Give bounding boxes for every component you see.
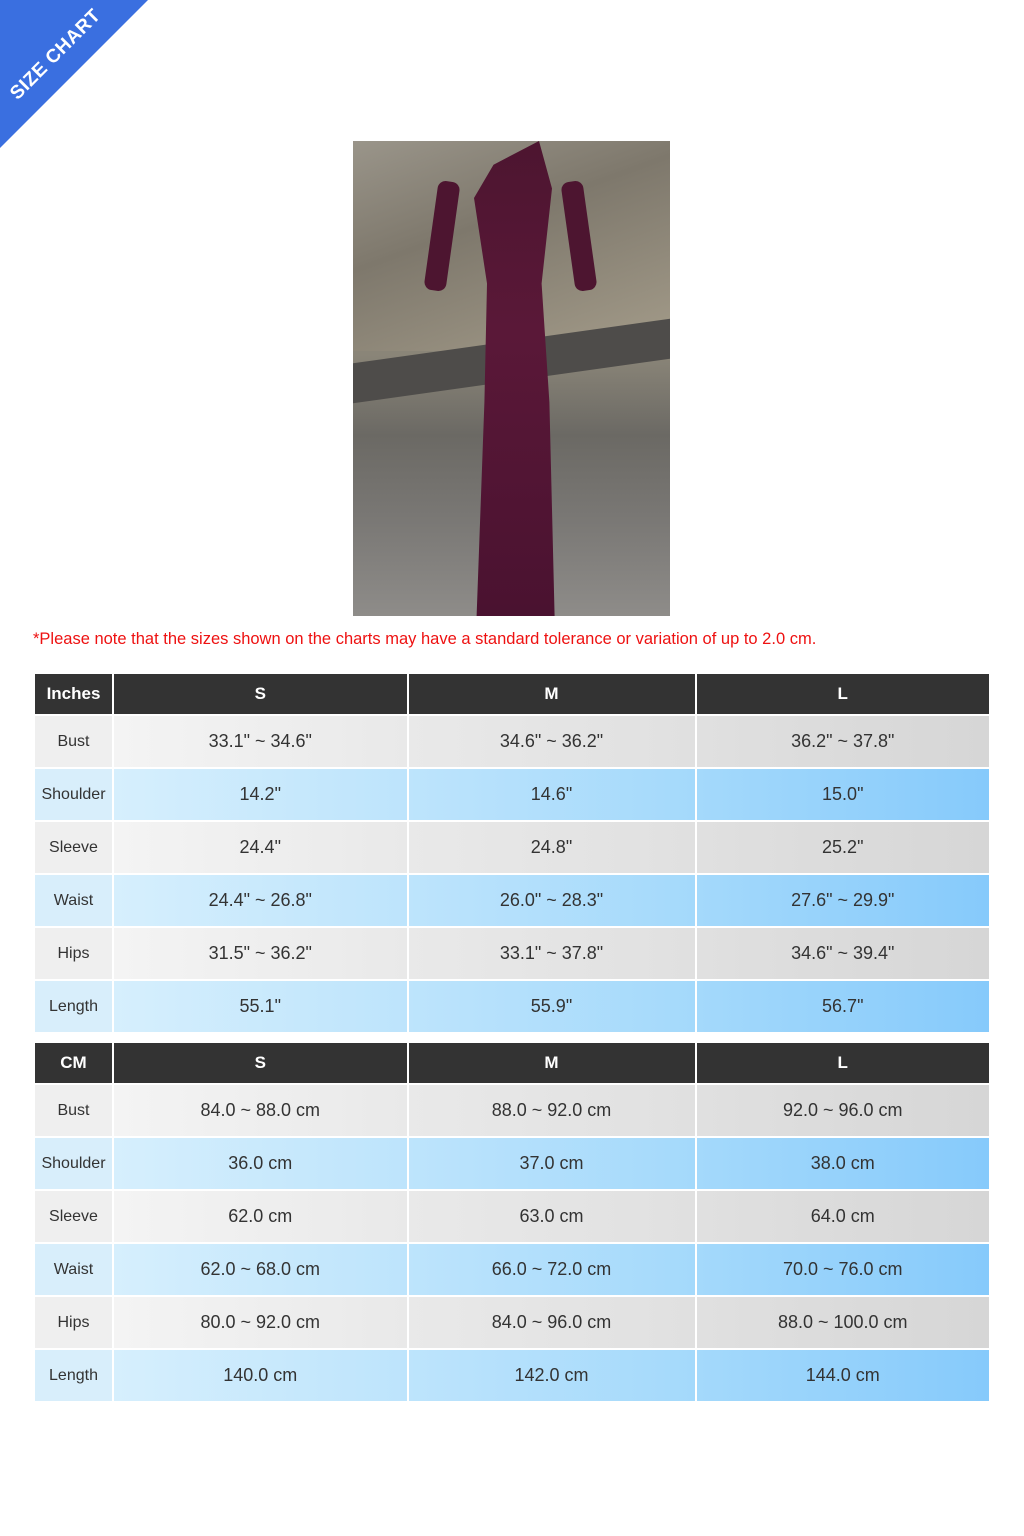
table-row [35, 1191, 989, 1242]
size-chart-badge [0, 0, 150, 150]
cell-m: 66.0 ~ 72.0 cm [409, 1244, 695, 1295]
cell-l: 56.7" [697, 981, 990, 1032]
product-image [353, 141, 670, 616]
cell-s: 55.1" [114, 981, 407, 1032]
cell-m: 55.9" [409, 981, 695, 1032]
row-label: Shoulder [35, 1138, 112, 1189]
row-label: Bust [35, 716, 112, 767]
table-row [35, 981, 989, 1032]
table-row [35, 1297, 989, 1348]
cell-l: 27.6" ~ 29.9" [697, 875, 990, 926]
row-label: Sleeve [35, 822, 112, 873]
cell-l: 34.6" ~ 39.4" [697, 928, 990, 979]
size-header-l: L [697, 1043, 990, 1083]
cell-l: 70.0 ~ 76.0 cm [697, 1244, 990, 1295]
row-label: Waist [35, 875, 112, 926]
cell-s: 84.0 ~ 88.0 cm [114, 1085, 407, 1136]
row-label: Length [35, 1350, 112, 1401]
cell-m: 33.1" ~ 37.8" [409, 928, 695, 979]
table-header-row [35, 674, 989, 714]
cell-m: 37.0 cm [409, 1138, 695, 1189]
size-header-s: S [114, 674, 407, 714]
cell-l: 25.2" [697, 822, 990, 873]
cm-size-table [33, 1041, 991, 1403]
cell-m: 84.0 ~ 96.0 cm [409, 1297, 695, 1348]
cell-m: 63.0 cm [409, 1191, 695, 1242]
table-row [35, 1350, 989, 1401]
cell-s: 140.0 cm [114, 1350, 407, 1401]
cell-s: 62.0 cm [114, 1191, 407, 1242]
row-label: Waist [35, 1244, 112, 1295]
table-row [35, 716, 989, 767]
table-row [35, 875, 989, 926]
table-row [35, 769, 989, 820]
cell-m: 142.0 cm [409, 1350, 695, 1401]
row-label: Hips [35, 1297, 112, 1348]
table-row [35, 928, 989, 979]
badge-label: SIZE CHART [6, 5, 106, 105]
table-row [35, 1244, 989, 1295]
size-header-m: M [409, 1043, 695, 1083]
cell-l: 36.2" ~ 37.8" [697, 716, 990, 767]
cell-l: 64.0 cm [697, 1191, 990, 1242]
cell-m: 14.6" [409, 769, 695, 820]
unit-header: Inches [35, 674, 112, 714]
inches-size-table [33, 672, 991, 1034]
cell-l: 92.0 ~ 96.0 cm [697, 1085, 990, 1136]
cell-m: 26.0" ~ 28.3" [409, 875, 695, 926]
cell-s: 33.1" ~ 34.6" [114, 716, 407, 767]
row-label: Length [35, 981, 112, 1032]
table-header-row [35, 1043, 989, 1083]
unit-header: CM [35, 1043, 112, 1083]
cell-s: 36.0 cm [114, 1138, 407, 1189]
cell-s: 62.0 ~ 68.0 cm [114, 1244, 407, 1295]
size-header-l: L [697, 674, 990, 714]
size-header-m: M [409, 674, 695, 714]
tolerance-note: *Please note that the sizes shown on the charts may have a standard tolerance or variation of up to 2.0 cm. [33, 630, 817, 648]
cell-s: 24.4" [114, 822, 407, 873]
row-label: Shoulder [35, 769, 112, 820]
cell-l: 144.0 cm [697, 1350, 990, 1401]
cell-l: 88.0 ~ 100.0 cm [697, 1297, 990, 1348]
cell-s: 14.2" [114, 769, 407, 820]
table-row [35, 1085, 989, 1136]
row-label: Bust [35, 1085, 112, 1136]
cell-s: 24.4" ~ 26.8" [114, 875, 407, 926]
cell-m: 88.0 ~ 92.0 cm [409, 1085, 695, 1136]
cell-s: 31.5" ~ 36.2" [114, 928, 407, 979]
cell-l: 15.0" [697, 769, 990, 820]
cell-m: 24.8" [409, 822, 695, 873]
size-header-s: S [114, 1043, 407, 1083]
cell-m: 34.6" ~ 36.2" [409, 716, 695, 767]
row-label: Sleeve [35, 1191, 112, 1242]
table-row [35, 1138, 989, 1189]
row-label: Hips [35, 928, 112, 979]
cell-l: 38.0 cm [697, 1138, 990, 1189]
cell-s: 80.0 ~ 92.0 cm [114, 1297, 407, 1348]
table-row [35, 822, 989, 873]
